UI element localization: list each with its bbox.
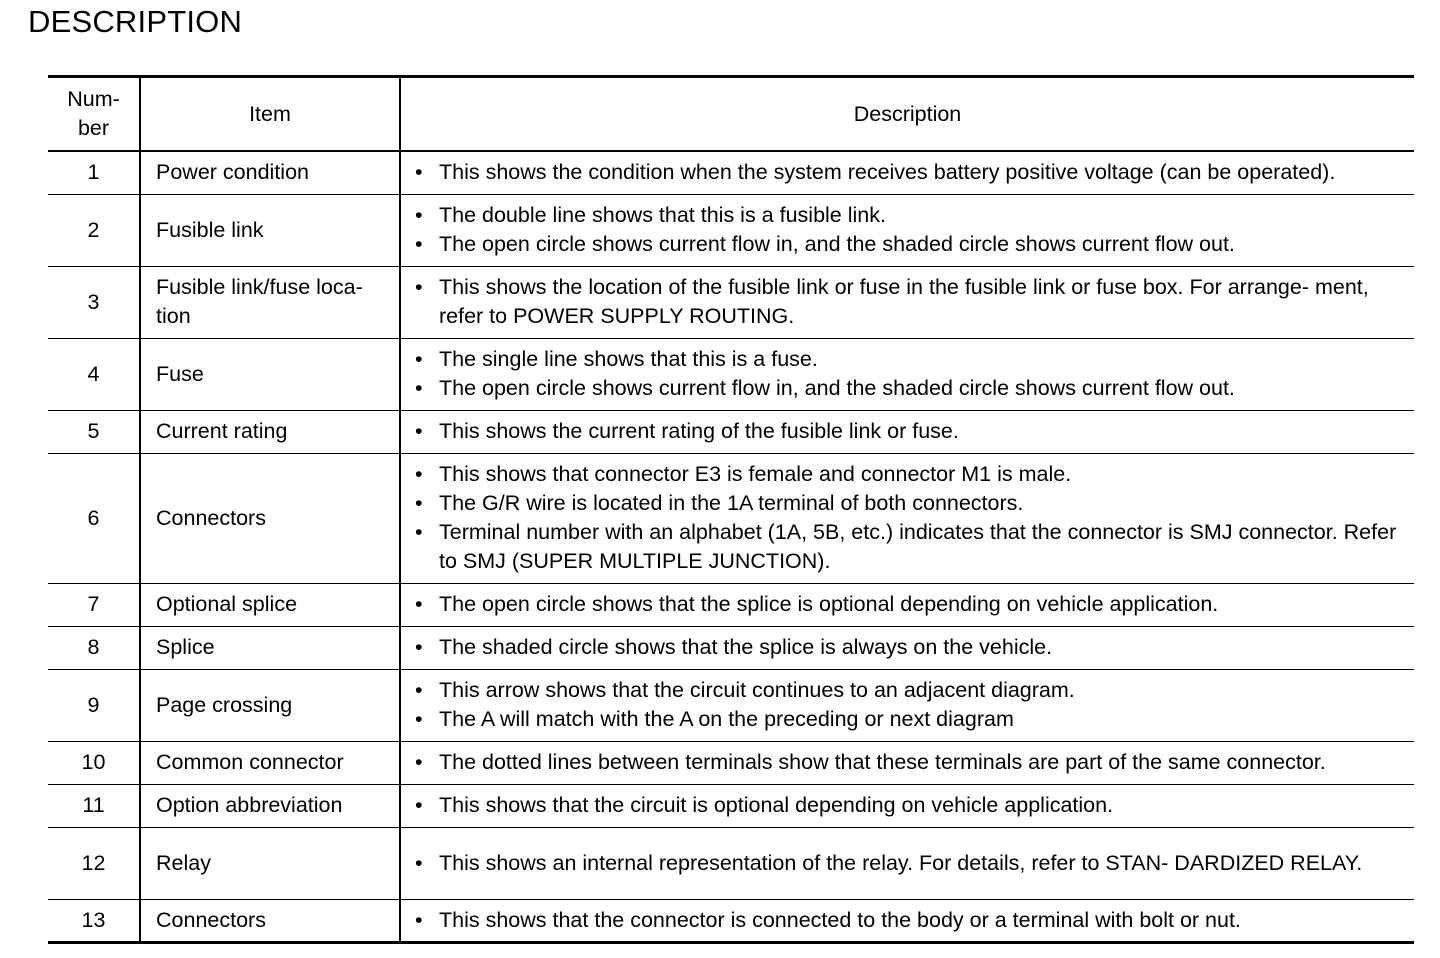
header-number-line1: Num- [67, 87, 120, 111]
table-row [48, 899, 1414, 942]
description-bullet: • This arrow shows that the circuit continues to an adjacent diagram. [415, 676, 1410, 705]
table-row [48, 266, 1414, 338]
description-table [48, 75, 1414, 944]
table-header-row [48, 77, 1414, 152]
description-bullet-list [415, 633, 1410, 662]
header-item: Item [140, 77, 400, 152]
table-row [48, 194, 1414, 266]
table-row [48, 626, 1414, 669]
description-bullet-list [415, 590, 1410, 619]
row-number: 3 [48, 266, 140, 338]
row-item: Page crossing [140, 669, 400, 741]
description-bullet-list [415, 460, 1410, 576]
description-bullet: • This shows that the connector is connected to the body or a terminal with bolt or nut. [415, 906, 1410, 935]
description-bullet-list [415, 849, 1410, 878]
table-row [48, 583, 1414, 626]
row-number: 12 [48, 827, 140, 899]
description-bullet: • This shows that connector E3 is female and connector M1 is male. [415, 460, 1410, 489]
row-description [400, 583, 1414, 626]
description-bullet: • This shows the condition when the system receives battery positive voltage (can be operated). [415, 158, 1410, 187]
description-bullet: • Terminal number with an alphabet (1A, 5B, etc.) indicates that the connector is SMJ connector. Refer to SMJ (SUPER MULTIPLE JUNCTION). [415, 518, 1410, 576]
row-description [400, 741, 1414, 784]
description-bullet-list [415, 201, 1410, 259]
description-bullet: • The open circle shows current flow in, and the shaded circle shows current flow out. [415, 374, 1410, 403]
description-bullet: • This shows an internal representation of the relay. For details, refer to STAN- DARDIZED RELAY. [415, 849, 1410, 878]
row-description [400, 784, 1414, 827]
description-bullet: • The shaded circle shows that the splice is always on the vehicle. [415, 633, 1410, 662]
row-number: 6 [48, 453, 140, 583]
description-bullet: • The double line shows that this is a fusible link. [415, 201, 1410, 230]
description-bullet: • This shows the current rating of the fusible link or fuse. [415, 417, 1410, 446]
row-item: Connectors [140, 453, 400, 583]
row-item: Fuse [140, 338, 400, 410]
row-number: 11 [48, 784, 140, 827]
description-bullet: • This shows the location of the fusible link or fuse in the fusible link or fuse box. For arrange- ment, refer to POWER SUPPLY ROUTING. [415, 273, 1410, 331]
table-row [48, 669, 1414, 741]
header-description: Description [400, 77, 1414, 152]
row-description [400, 410, 1414, 453]
description-bullet-list [415, 748, 1410, 777]
description-bullet: • The open circle shows current flow in, and the shaded circle shows current flow out. [415, 230, 1410, 259]
description-bullet: • The A will match with the A on the preceding or next diagram [415, 705, 1410, 734]
row-description [400, 338, 1414, 410]
header-number-line2: ber [77, 116, 110, 140]
row-item: Common connector [140, 741, 400, 784]
row-item: Relay [140, 827, 400, 899]
description-bullet-list [415, 417, 1410, 446]
description-bullet: • The dotted lines between terminals show that these terminals are part of the same connector. [415, 748, 1410, 777]
table-row [48, 741, 1414, 784]
row-number: 8 [48, 626, 140, 669]
row-description [400, 194, 1414, 266]
row-item: Connectors [140, 899, 400, 942]
description-bullet-list [415, 345, 1410, 403]
description-bullet-list [415, 158, 1410, 187]
description-bullet: • The open circle shows that the splice is optional depending on vehicle application. [415, 590, 1410, 619]
row-description [400, 151, 1414, 194]
description-bullet: • The single line shows that this is a fuse. [415, 345, 1410, 374]
row-description [400, 453, 1414, 583]
row-item: Splice [140, 626, 400, 669]
row-description [400, 626, 1414, 669]
row-item: Fusible link [140, 194, 400, 266]
row-number: 2 [48, 194, 140, 266]
row-number: 5 [48, 410, 140, 453]
row-number: 13 [81, 907, 106, 932]
row-description [400, 899, 1414, 942]
row-number: 4 [48, 338, 140, 410]
row-description [400, 266, 1414, 338]
header-number [48, 77, 140, 152]
table-body [48, 151, 1414, 942]
row-number: 1 [48, 151, 140, 194]
row-number: 7 [48, 583, 140, 626]
table-row [48, 453, 1414, 583]
row-item: Optional splice [140, 583, 400, 626]
row-item: Fusible link/fuse loca- tion [140, 266, 400, 338]
description-bullet-list [415, 676, 1410, 734]
description-bullet-list [415, 273, 1410, 331]
description-bullet-list [415, 791, 1410, 820]
row-description [400, 827, 1414, 899]
table-row [48, 410, 1414, 453]
row-item: Current rating [140, 410, 400, 453]
row-item: Power condition [140, 151, 400, 194]
row-number: 10 [48, 741, 140, 784]
description-bullet: • The G/R wire is located in the 1A terminal of both connectors. [415, 489, 1410, 518]
table-row [48, 338, 1414, 410]
row-number: 9 [48, 669, 140, 741]
page-title: DESCRIPTION [28, 4, 243, 39]
description-bullet-list [415, 906, 1410, 935]
row-description [400, 669, 1414, 741]
description-bullet: • This shows that the circuit is optional depending on vehicle application. [415, 791, 1410, 820]
row-item: Option abbreviation [140, 784, 400, 827]
table-row [48, 784, 1414, 827]
table-row [48, 151, 1414, 194]
table-row [48, 827, 1414, 899]
